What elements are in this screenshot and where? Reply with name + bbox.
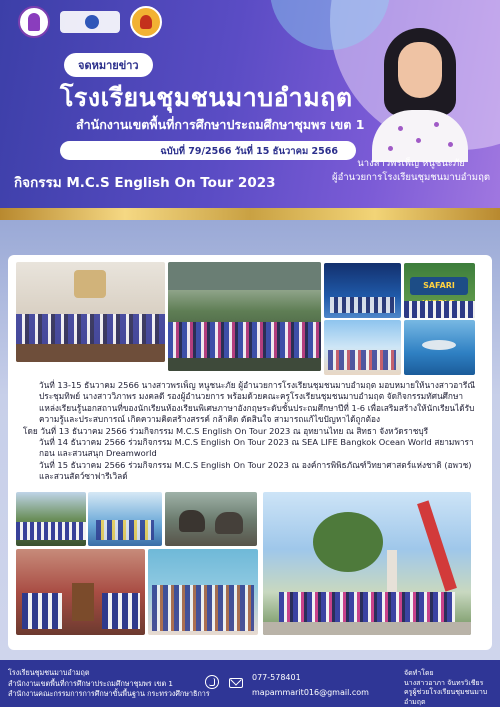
footer-phone: 077-578401 xyxy=(252,673,301,682)
credits-label: จัดทำโดย xyxy=(404,669,434,677)
photo-dolphin-show xyxy=(404,320,475,375)
photo-group-thai-park xyxy=(168,262,321,371)
photo-dinosaur-gate xyxy=(263,492,471,635)
newsletter-footer xyxy=(0,660,500,707)
newsletter-label: จดหมายข่าว xyxy=(64,53,153,77)
activity-title: กิจกรรม M.C.S English On Tour 2023 xyxy=(14,175,276,191)
ministry-emblem-icon xyxy=(130,6,162,38)
photo-museum-activity xyxy=(88,492,162,546)
photo-indoor-group xyxy=(148,549,258,635)
director-caption xyxy=(332,157,490,185)
issue-number: ฉบับที่ 79/2566 วันที่ 15 ธันวาคม 2566 xyxy=(160,146,338,157)
photo-safari-world xyxy=(404,263,475,318)
footer-email[interactable]: mapammarit016@gmail.com xyxy=(252,688,369,697)
news-paragraph-day1: โดย วันที่ 13 ธันวาคม 2566 ร่วมกิจกรรม M.C.S English On Tour 2023 ณ อุทยานไทย ณ สิทธา จังหวัดราชบุรี xyxy=(23,425,429,436)
photo-group-lobby xyxy=(16,262,165,362)
news-body xyxy=(23,380,481,483)
director-name: นางสาวพรเพ็ญ หนูชนะภัย xyxy=(357,158,465,169)
footer-credits xyxy=(404,669,500,707)
obec-logo-icon xyxy=(60,11,120,33)
logo-row xyxy=(18,6,162,38)
phone-icon xyxy=(205,675,219,689)
footer-school-info xyxy=(8,668,210,700)
photo-sealife-aquarium xyxy=(324,263,401,318)
photo-dreamworld xyxy=(324,320,401,375)
issue-bar xyxy=(60,141,356,160)
news-paragraph-day3: วันที่ 15 ธันวาคม 2566 ร่วมกิจกรรม M.C.S English On Tour 2023 ณ องค์การพิพิธภัณฑ์วิทยาศาสตร์แห่งชาติ (อพวช) และสวนสัตว์ซาฟารีเวิลด์ xyxy=(39,459,472,482)
school-name-title: โรงเรียนชุมชนมาบอำมฤต xyxy=(60,83,353,112)
photo-elephants xyxy=(165,492,257,546)
news-paragraph-day2: วันที่ 14 ธันวาคม 2566 ร่วมกิจกรรม M.C.S English On Tour 2023 ณ SEA LIFE Bangkok Ocean World สยามพารากอน และสวนสนุก Dreamworld xyxy=(39,437,474,459)
director-portrait xyxy=(368,22,472,162)
gold-divider xyxy=(0,208,500,220)
director-role: ผู้อำนวยการโรงเรียนชุมชนมาบอำมฤต xyxy=(332,172,490,183)
email-icon xyxy=(229,678,243,688)
safari-world-sign: SAFARI xyxy=(410,277,468,295)
office-subtitle: สำนักงานเขตพื้นที่การศึกษาประถมศึกษาชุมพร เขต 1 xyxy=(76,117,365,132)
news-paragraph-intro: วันที่ 13-15 ธันวาคม 2566 นางสาวพรเพ็ญ หนูชนะภัย ผู้อำนวยการโรงเรียนชุมชนมาบอำมฤต มอบหมายให้นางสาวอารีณี ประชุมทิพย์ นางสาววิภาพร มงคลดี รองผู้อำนวยการ พร้อมด้วยคณะครูโรงเรียนชุมชนมาบอำมฤต จัดกิจกรรมทัศนศึกษาแหล่งเรียนรู้นอกสถานที่ของนักเรียนห้องเรียนพิเศษภาษาอังกฤษระดับชั้นประถมศึกษาปีที่ 1-6 เพื่อเสริมสร้างให้นักเรียนได้รับความรู้และประสบการณ์ เกิดความคิดสร้างสรรค์ กล้าคิด ตัดสินใจ สามารถแก้ไขปัญหาได้ถูกต้อง xyxy=(39,380,476,425)
footer-school: โรงเรียนชุมชนมาบอำมฤต xyxy=(8,668,90,677)
footer-office: สำนักงานเขตพื้นที่การศึกษาประถมศึกษาชุมพร เขต 1 xyxy=(8,678,173,688)
credits-name: นางสาวอาภา จันทรวิเชียร xyxy=(404,678,484,687)
credits-role: ครูผู้ช่วยโรงเรียนชุมชนมาบอำมฤต xyxy=(404,688,488,706)
school-emblem-icon xyxy=(18,6,50,38)
footer-ministry: สำนักงานคณะกรรมการการศึกษาขั้นพื้นฐาน กระทรวงศึกษาธิการ xyxy=(8,689,210,698)
photo-stage-award xyxy=(16,549,145,635)
photo-group-park xyxy=(16,492,86,546)
newsletter-header xyxy=(0,0,500,208)
